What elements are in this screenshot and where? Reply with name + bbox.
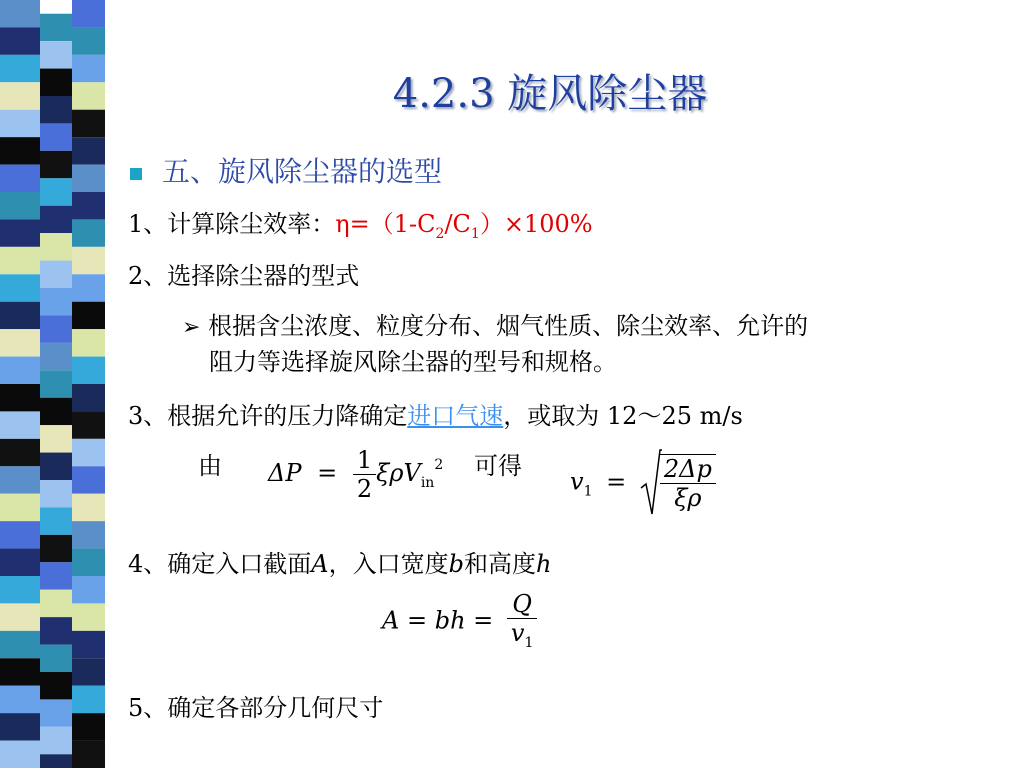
stripe-segment bbox=[72, 384, 105, 411]
subscript-1: 1 bbox=[524, 635, 534, 651]
stripe-segment bbox=[72, 411, 105, 438]
stripe-segment bbox=[0, 521, 40, 548]
numerator: 1 bbox=[353, 446, 376, 475]
xi-rho-v: ξρV bbox=[376, 459, 421, 487]
fraction-half bbox=[353, 446, 376, 503]
step-5: 5、确定各部分几何尺寸 bbox=[128, 694, 384, 722]
stripe-segment bbox=[72, 192, 105, 219]
detail-line-1: 根据含尘浓度、粒度分布、烟气性质、除尘效率、允许的 bbox=[208, 312, 809, 340]
stripe-segment bbox=[0, 658, 40, 685]
stripe-segment bbox=[0, 165, 40, 192]
stripe-segment bbox=[40, 590, 72, 617]
numerator: 2Δp bbox=[660, 455, 716, 484]
step-4-part: ，入口宽度 bbox=[328, 550, 449, 578]
stripe-segment bbox=[0, 247, 40, 274]
step-3 bbox=[128, 396, 743, 431]
formula-part: =（1-C bbox=[349, 210, 436, 238]
stripe-segment bbox=[40, 206, 72, 233]
stripe-segment bbox=[0, 466, 40, 493]
stripe-segment bbox=[40, 14, 72, 41]
stripe-segment bbox=[40, 480, 72, 507]
step-1 bbox=[128, 204, 593, 242]
stripe-segment bbox=[40, 315, 72, 342]
stripe-segment bbox=[0, 686, 40, 713]
step-4-part: 和高度 bbox=[464, 550, 536, 578]
stripe-segment bbox=[72, 274, 105, 301]
stripe-segment bbox=[0, 549, 40, 576]
var-b: b bbox=[448, 550, 464, 578]
detail-line-2: 阻力等选择旋风除尘器的型号和规格。 bbox=[209, 348, 617, 376]
yield-label: 可得 bbox=[474, 452, 522, 480]
var-h: h bbox=[536, 550, 552, 578]
stripe-segment bbox=[72, 741, 105, 768]
stripe-segment bbox=[0, 274, 40, 301]
v-symbol: v bbox=[570, 467, 584, 496]
area-lhs: A = bh = bbox=[382, 606, 494, 635]
step-4-label: 4、确定入口截面 bbox=[128, 550, 312, 578]
pressure-drop-formula bbox=[268, 446, 443, 503]
stripe-segment bbox=[40, 398, 72, 425]
stripe-segment bbox=[0, 631, 40, 658]
stripe-segment bbox=[40, 535, 72, 562]
stripe-segment bbox=[0, 302, 40, 329]
area-formula bbox=[382, 590, 537, 651]
section-heading bbox=[130, 150, 442, 190]
stripe-segment bbox=[40, 123, 72, 150]
stripe-segment bbox=[0, 357, 40, 384]
formula-part: /C bbox=[444, 210, 471, 238]
stripe-segment bbox=[0, 137, 40, 164]
stripe-segment bbox=[0, 411, 40, 438]
stripe-segment bbox=[40, 754, 72, 768]
stripe-segment bbox=[40, 699, 72, 726]
sqrt-expression bbox=[640, 448, 716, 518]
subscript-in: in bbox=[420, 475, 435, 491]
stripe-segment bbox=[40, 370, 72, 397]
from-label: 由 bbox=[198, 452, 222, 480]
stripe-segment bbox=[72, 357, 105, 384]
stripe-segment bbox=[72, 329, 105, 356]
stripe-segment bbox=[72, 247, 105, 274]
section-heading-text: 五、旋风除尘器的选型 bbox=[162, 155, 443, 188]
subscript-2: 2 bbox=[435, 226, 445, 242]
stripe-segment bbox=[0, 603, 40, 630]
equals: = bbox=[317, 459, 338, 487]
var-A: A bbox=[311, 550, 329, 578]
step-2: 2、选择除尘器的型式 bbox=[128, 262, 360, 290]
stripe-segment bbox=[40, 261, 72, 288]
stripe-segment bbox=[0, 576, 40, 603]
denominator: ξρ bbox=[674, 484, 702, 512]
stripe-segment bbox=[72, 576, 105, 603]
stripe-segment bbox=[72, 165, 105, 192]
stripe-segment bbox=[0, 384, 40, 411]
arrow-bullet-icon: ➢ bbox=[182, 315, 201, 340]
stripe-segment bbox=[40, 562, 72, 589]
stripe-segment bbox=[0, 27, 40, 54]
stripe-segment bbox=[72, 219, 105, 246]
stripe-segment bbox=[72, 302, 105, 329]
stripe-segment bbox=[72, 713, 105, 740]
step-3-tail: ，或取为 12～25 m/s bbox=[503, 402, 743, 430]
inlet-velocity-link[interactable]: 进口气速 bbox=[407, 402, 504, 430]
stripe-segment bbox=[40, 727, 72, 754]
sqrt-fraction bbox=[660, 454, 716, 512]
stripe-segment bbox=[0, 439, 40, 466]
stripe-segment bbox=[0, 219, 40, 246]
stripe-segment bbox=[72, 466, 105, 493]
subscript-1: 1 bbox=[583, 483, 593, 500]
stripe-segment bbox=[40, 453, 72, 480]
subscript-1: 1 bbox=[470, 226, 480, 242]
stripe-segment bbox=[40, 672, 72, 699]
stripe-segment bbox=[40, 151, 72, 178]
stripe-segment bbox=[0, 741, 40, 768]
stripe-segment bbox=[0, 192, 40, 219]
stripe-segment bbox=[0, 329, 40, 356]
stripe-segment bbox=[0, 713, 40, 740]
stripe-segment bbox=[40, 507, 72, 534]
efficiency-formula bbox=[335, 210, 593, 242]
denominator: 2 bbox=[356, 475, 373, 503]
superscript-2: 2 bbox=[434, 457, 444, 473]
step-4 bbox=[128, 544, 551, 579]
stripe-segment bbox=[40, 645, 72, 672]
formula-part: ）×100% bbox=[479, 210, 593, 238]
stripe-segment bbox=[72, 658, 105, 685]
stripe-segment bbox=[40, 343, 72, 370]
stripe-segment bbox=[72, 686, 105, 713]
stripe-segment bbox=[72, 631, 105, 658]
stripe-segment bbox=[0, 0, 40, 27]
stripe-segment bbox=[40, 233, 72, 260]
square-bullet-icon bbox=[130, 168, 142, 180]
velocity-formula bbox=[570, 448, 716, 518]
stripe-segment bbox=[72, 27, 105, 54]
stripe-segment bbox=[40, 425, 72, 452]
numerator: Q bbox=[507, 590, 537, 619]
q-over-v1 bbox=[507, 590, 537, 651]
stripe-segment bbox=[40, 178, 72, 205]
stripe-segment bbox=[40, 617, 72, 644]
v-symbol: v bbox=[510, 619, 525, 647]
stripe-segment bbox=[72, 603, 105, 630]
stripe-segment bbox=[72, 137, 105, 164]
step-2-detail bbox=[182, 306, 808, 341]
step-3-label: 3、根据允许的压力降确定 bbox=[128, 402, 408, 430]
equals: = bbox=[606, 467, 627, 496]
delta-p: ΔP bbox=[268, 459, 302, 487]
slide-title: 4.2.3 旋风除尘器 bbox=[392, 71, 708, 117]
stripe-segment bbox=[72, 521, 105, 548]
eta-symbol: η bbox=[335, 210, 350, 238]
stripe-segment bbox=[72, 549, 105, 576]
stripe-segment bbox=[0, 494, 40, 521]
step-1-label: 1、计算除尘效率： bbox=[128, 210, 336, 238]
stripe-segment bbox=[72, 494, 105, 521]
denominator bbox=[507, 619, 537, 651]
stripe-segment bbox=[72, 439, 105, 466]
sqrt-sign-icon bbox=[640, 448, 662, 518]
stripe-segment bbox=[40, 288, 72, 315]
stripe-segment bbox=[72, 0, 105, 27]
